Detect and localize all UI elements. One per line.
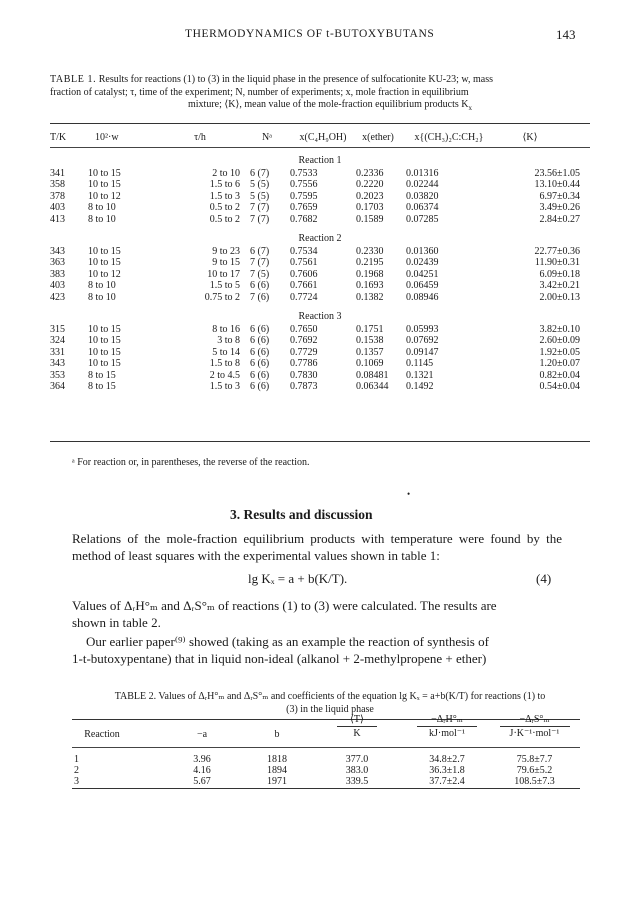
table2-col-reaction: Reaction <box>84 729 120 740</box>
table-cell: 6 (6) <box>250 369 270 381</box>
table-cell: 1818 <box>267 754 287 765</box>
table-cell: 6 (7) <box>250 168 270 179</box>
bullet-mark: • <box>407 489 411 499</box>
table-cell: 6.09±0.18 <box>539 268 580 280</box>
table-cell: 0.02439 <box>406 257 439 269</box>
table-cell: 378 <box>50 190 65 202</box>
table-cell: 1.92±0.05 <box>539 346 580 358</box>
table-cell: 0.1492 <box>406 381 434 392</box>
table-cell: 10 to 15 <box>88 346 121 358</box>
table-cell: 0.7729 <box>290 346 318 358</box>
table1-column-header: ⟨K⟩ <box>522 132 538 143</box>
table2-header-rule <box>72 747 580 748</box>
table-cell: 0.1693 <box>356 280 384 292</box>
table-cell: 2 to 4.5 <box>209 369 240 381</box>
table-row <box>72 776 580 787</box>
table-cell: 0.5 to 2 <box>209 213 240 225</box>
table-row <box>50 168 590 179</box>
table-cell: 0.2220 <box>356 179 384 191</box>
table-row <box>50 246 590 257</box>
table-cell: 343 <box>50 358 65 370</box>
table-cell: 0.7724 <box>290 291 318 303</box>
table-cell: 0.06344 <box>356 381 389 392</box>
table-cell: 108.5±7.3 <box>514 776 555 787</box>
table-cell: 0.2330 <box>356 246 384 257</box>
table-cell: 2.84±0.27 <box>539 213 580 225</box>
table2-col-H <box>407 714 487 739</box>
table-row <box>50 214 590 225</box>
table-cell: 341 <box>50 168 65 179</box>
table-cell: 0.05993 <box>406 324 439 335</box>
table-cell: 0.7556 <box>290 179 318 191</box>
table-cell: 0.75 to 2 <box>204 291 240 303</box>
table-cell: 0.7682 <box>290 213 318 225</box>
table-cell: 3.82±0.10 <box>539 324 580 335</box>
table-cell: 6 (6) <box>250 335 270 347</box>
table-cell: 403 <box>50 202 65 214</box>
table-cell: 0.1069 <box>356 358 384 370</box>
table-cell: 79.6±5.2 <box>516 765 553 776</box>
table-cell: 0.02244 <box>406 179 439 191</box>
table2-col-S-num: −ΔᵣS°ₘ <box>519 714 550 725</box>
table-cell: 10 to 15 <box>88 324 121 335</box>
table-cell: 0.1589 <box>356 213 384 225</box>
table1-column-header: τ/h <box>194 132 206 143</box>
table-cell: 5.67 <box>193 776 211 787</box>
table-cell: 1971 <box>267 776 287 787</box>
table-cell: 0.08946 <box>406 291 439 303</box>
table-cell: 10 to 15 <box>88 257 121 269</box>
table-cell: 0.7606 <box>290 268 318 280</box>
table-row <box>50 257 590 268</box>
table-cell: 37.7±2.4 <box>429 776 465 787</box>
table-cell: 8 to 15 <box>88 381 116 392</box>
table-cell: 6 (6) <box>250 280 270 292</box>
table2-caption-line: (3) in the liquid phase <box>286 703 374 715</box>
table1-bottom-rule <box>50 441 590 442</box>
table-cell: 0.82±0.04 <box>539 369 580 381</box>
table-cell: 5 (5) <box>250 190 270 202</box>
table-cell: 0.2336 <box>356 168 384 179</box>
table1-header <box>50 132 590 146</box>
table-cell: 3.42±0.21 <box>539 280 580 292</box>
table-cell: 0.1538 <box>356 335 384 347</box>
table-cell: 6.97±0.34 <box>539 190 580 202</box>
table-cell: 8 to 10 <box>88 202 116 214</box>
table-cell: 0.01316 <box>406 168 439 179</box>
table-cell: 7 (7) <box>250 202 270 214</box>
table-cell: 0.7595 <box>290 190 318 202</box>
table-cell: 343 <box>50 246 65 257</box>
table-row <box>72 754 580 765</box>
table-cell: 0.06374 <box>406 202 439 214</box>
table-cell: 0.07692 <box>406 335 439 347</box>
equation-number: (4) <box>536 571 552 586</box>
paragraph-2 <box>72 597 562 631</box>
table-cell: 5 to 14 <box>212 346 240 358</box>
table-cell: 10 to 15 <box>88 179 121 191</box>
table-cell: 383 <box>50 268 65 280</box>
table-cell: 403 <box>50 280 65 292</box>
table-row <box>50 347 590 358</box>
table-cell: 0.03820 <box>406 190 439 202</box>
table-cell: 10 to 17 <box>207 268 240 280</box>
table1-column-header: x{(CH₃)₂C:CH₂} <box>414 132 484 143</box>
running-title: THERMODYNAMICS OF t-BUTOXYBUTANS <box>185 28 435 40</box>
table1-column-header: x(C₄H₉OH) <box>299 132 347 143</box>
table2-col-S <box>492 714 577 739</box>
table-cell: 413 <box>50 213 65 225</box>
table2-col-S-den: J·K⁻¹·mol⁻¹ <box>509 728 560 739</box>
table-cell: 0.08481 <box>356 369 389 381</box>
table1-section-title: Reaction 3 <box>298 311 342 322</box>
table2-caption-line: TABLE 2. Values of ΔᵣH°ₘ and ΔᵣS°ₘ and coefficients of the equation lg Kₓ = a+b(K/T) for reactions (1) to <box>114 691 546 702</box>
table-cell: 0.1145 <box>406 358 434 370</box>
table-cell: 1.5 to 3 <box>209 190 240 202</box>
table-row <box>50 292 590 303</box>
table-cell: 8 to 10 <box>88 280 116 292</box>
table-cell: 3.49±0.26 <box>539 202 580 214</box>
table-cell: 7 (7) <box>250 213 270 225</box>
table2-bottom-rule <box>72 788 580 789</box>
table-cell: 377.0 <box>345 754 369 765</box>
table-cell: 363 <box>50 257 65 269</box>
table1-section-title: Reaction 2 <box>298 233 342 244</box>
table-cell: 10 to 12 <box>88 268 121 280</box>
table-cell: 1.5 to 5 <box>209 280 240 292</box>
table-row <box>50 358 590 369</box>
table-cell: 0.2023 <box>356 190 384 202</box>
table-cell: 331 <box>50 346 65 358</box>
table1-caption <box>50 74 590 115</box>
table-cell: 0.1321 <box>406 369 434 381</box>
table-cell: 8 to 10 <box>88 291 116 303</box>
table-cell: 0.7661 <box>290 280 318 292</box>
table-cell: 383.0 <box>345 765 369 776</box>
table-cell: 423 <box>50 291 65 303</box>
table1-caption-text: mixture; ⟨K⟩, mean value of the mole-fraction equilibrium products K <box>188 99 469 110</box>
table-cell: 13.10±0.44 <box>534 179 580 191</box>
table-cell: 0.7534 <box>290 246 318 257</box>
table-row <box>50 202 590 213</box>
table-cell: 0.1751 <box>356 324 384 335</box>
table-cell: 0.1382 <box>356 291 384 303</box>
section-title: 3. Results and discussion <box>230 507 373 522</box>
table-row <box>50 324 590 335</box>
table-cell: 364 <box>50 381 65 392</box>
table-cell: 3.96 <box>193 754 211 765</box>
table-cell: 8 to 15 <box>88 369 116 381</box>
table-cell: 10 to 12 <box>88 190 121 202</box>
table-cell: 4.16 <box>193 765 211 776</box>
table-cell: 0.7692 <box>290 335 318 347</box>
table1-column-header: Nᵃ <box>262 132 272 143</box>
table-cell: 22.77±0.36 <box>534 246 580 257</box>
table-row <box>72 765 580 776</box>
table2-col-b: b <box>274 729 280 740</box>
table1-header-rule <box>50 147 590 148</box>
table-cell: 0.09147 <box>406 346 439 358</box>
table-cell: 315 <box>50 324 65 335</box>
table1-caption-line <box>50 99 590 115</box>
table-cell: 0.7786 <box>290 358 318 370</box>
table-row <box>50 335 590 346</box>
table2-col-T <box>327 714 387 739</box>
table-cell: 2 to 10 <box>212 168 240 179</box>
table-cell: 6 (6) <box>250 358 270 370</box>
table-cell: 75.8±7.7 <box>516 754 553 765</box>
table-cell: 10 to 15 <box>88 335 121 347</box>
table-cell: 1.5 to 6 <box>209 179 240 191</box>
table-cell: 6 (7) <box>250 246 270 257</box>
table-cell: 0.1703 <box>356 202 384 214</box>
table-row <box>50 280 590 291</box>
table2-col-T-num: ⟨T⟩ <box>350 714 364 725</box>
table-cell: 34.8±2.7 <box>429 754 465 765</box>
table-cell: 10 to 15 <box>88 246 121 257</box>
table-cell: 9 to 23 <box>212 246 240 257</box>
table-cell: 2.00±0.13 <box>539 291 580 303</box>
table-cell: 0.1968 <box>356 268 384 280</box>
table-cell: 1 <box>74 754 79 765</box>
table-cell: 2 <box>74 765 79 776</box>
table-cell: 0.01360 <box>406 246 439 257</box>
table-cell: 3 <box>74 776 79 787</box>
table-row <box>50 269 590 280</box>
table-cell: 1894 <box>267 765 287 776</box>
table-cell: 0.7659 <box>290 202 318 214</box>
table-cell: 11.90±0.31 <box>534 257 580 269</box>
table-row <box>50 179 590 190</box>
table-cell: 8 to 10 <box>88 213 116 225</box>
table-cell: 10 to 15 <box>88 168 121 179</box>
paragraph-2-line: shown in table 2. <box>72 615 161 630</box>
table-row <box>50 191 590 202</box>
table-row <box>50 370 590 381</box>
table-cell: 3 to 8 <box>217 335 240 347</box>
table2-caption <box>80 691 580 716</box>
table1-column-header: x(ether) <box>362 132 394 143</box>
table-cell: 358 <box>50 179 65 191</box>
table-cell: 0.07285 <box>406 213 439 225</box>
table1-caption-line: fraction of catalyst; τ, time of the experiment; N, number of experiments; x, mole fraction in equilibrium <box>50 86 469 98</box>
paragraph-1: Relations of the mole-fraction equilibrium products with temperature were found by the method of least squares with the experimental values shown in table 1: <box>72 531 562 563</box>
table-cell: 0.7561 <box>290 257 318 269</box>
table2-col-H-num: −ΔᵣH°ₘ <box>431 714 463 725</box>
table1-top-rule <box>50 123 590 124</box>
table-cell: 7 (5) <box>250 268 270 280</box>
table-cell: 0.7873 <box>290 381 318 392</box>
table1-label: TABLE 1. <box>50 74 97 85</box>
table1-caption-line <box>50 74 590 87</box>
table-cell: 0.04251 <box>406 268 439 280</box>
table1-caption-sub: x <box>468 104 473 112</box>
table-cell: 0.5 to 2 <box>209 202 240 214</box>
equation <box>248 571 347 587</box>
paragraph-2-line: Values of ΔᵣH°ₘ and ΔᵣS°ₘ of reactions (1) to (3) were calculated. The results are <box>72 598 497 613</box>
table-cell: 353 <box>50 369 65 381</box>
table-cell: 0.2195 <box>356 257 384 269</box>
table-cell: 9 to 15 <box>212 257 240 269</box>
table-row <box>50 381 590 392</box>
table-cell: 6 (6) <box>250 346 270 358</box>
table-cell: 1.20±0.07 <box>539 358 580 370</box>
table-cell: 0.7533 <box>290 168 318 179</box>
table-cell: 36.3±1.8 <box>429 765 465 776</box>
paragraph-3 <box>72 633 562 667</box>
table-cell: 6 (6) <box>250 381 270 392</box>
page-number: 143 <box>556 27 576 42</box>
table-cell: 1.5 to 3 <box>209 381 240 392</box>
table-cell: 0.7650 <box>290 324 318 335</box>
table-cell: 0.1357 <box>356 346 384 358</box>
table-cell: 1.5 to 8 <box>209 358 240 370</box>
table-cell: 7 (7) <box>250 257 270 269</box>
table-cell: 2.60±0.09 <box>539 335 580 347</box>
table-cell: 0.06459 <box>406 280 439 292</box>
table1-footnote: ᵃ For reaction or, in parentheses, the reverse of the reaction. <box>72 457 310 468</box>
paragraph-3-line: Our earlier paper⁽⁹⁾ showed (taking as an example the reaction of synthesis of <box>86 634 489 649</box>
table-cell: 6 (6) <box>250 324 270 335</box>
table2-col-T-den: K <box>353 728 361 739</box>
table-cell: 23.56±1.05 <box>534 168 580 179</box>
equation-text: lg Kₓ = a + b(K/T). <box>248 571 348 586</box>
table-cell: 0.7830 <box>290 369 318 381</box>
table-cell: 8 to 16 <box>212 324 240 335</box>
table1-column-header: T/K <box>50 132 67 143</box>
paragraph-3-line: 1-t-butoxypentane) that in liquid non-ideal (alkanol + 2-methylpropene + ether) <box>72 651 487 666</box>
table2-col-H-den: kJ·mol⁻¹ <box>428 728 466 739</box>
table-cell: 339.5 <box>345 776 369 787</box>
table-cell: 0.54±0.04 <box>539 381 580 392</box>
table-cell: 5 (5) <box>250 179 270 191</box>
table-cell: 324 <box>50 335 65 347</box>
table1-caption-text: Results for reactions (1) to (3) in the liquid phase in the presence of sulfocationite KU-23; w, mass <box>98 74 493 85</box>
table-cell: 7 (6) <box>250 291 270 303</box>
table1-section-title: Reaction 1 <box>298 155 342 166</box>
table2-col-a: −a <box>196 729 208 740</box>
table-cell: 10 to 15 <box>88 358 121 370</box>
table1-column-header: 10²·w <box>95 132 119 143</box>
